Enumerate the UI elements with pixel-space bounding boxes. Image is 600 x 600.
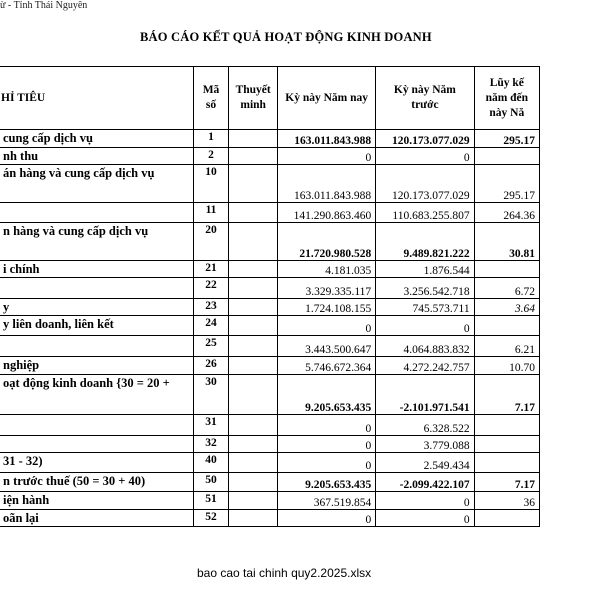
table-row [0, 453, 540, 473]
row-previous-value: 0 [376, 492, 474, 510]
column-header-note: Thuyết minh [229, 67, 278, 130]
row-cumulative-value [474, 510, 539, 527]
row-note [229, 336, 278, 357]
row-cumulative-value [474, 436, 539, 453]
row-code: 21 [193, 261, 228, 278]
report-title: BÁO CÁO KẾT QUẢ HOẠT ĐỘNG KINH DOANH [140, 30, 432, 44]
row-previous-value: 0 [376, 148, 474, 165]
table-row [0, 473, 540, 492]
row-note [229, 510, 278, 527]
column-header-current: Kỳ này Năm nay [278, 67, 376, 130]
row-note [229, 453, 278, 473]
row-current-value: 0 [278, 436, 376, 453]
column-header-previous: Kỳ này Năm trước [376, 67, 474, 130]
table-row [0, 278, 540, 299]
row-label [0, 415, 193, 436]
row-code: 25 [193, 336, 228, 357]
table-row [0, 357, 540, 375]
row-previous-value: 4.272.242.757 [376, 357, 474, 375]
row-note [229, 492, 278, 510]
row-cumulative-value: 36 [474, 492, 539, 510]
row-note [229, 357, 278, 375]
row-note [229, 130, 278, 148]
row-code: 11 [193, 203, 228, 223]
table-row [0, 299, 540, 316]
row-code: 30 [193, 375, 228, 415]
row-previous-value: 745.573.711 [376, 299, 474, 316]
row-label: nghiệp [0, 357, 193, 375]
row-cumulative-value: 6.21 [474, 336, 539, 357]
row-code: 51 [193, 492, 228, 510]
row-code: 40 [193, 453, 228, 473]
row-current-value: 163.011.843.988 [278, 130, 376, 148]
row-note [229, 473, 278, 492]
row-code: 22 [193, 278, 228, 299]
row-current-value: 367.519.854 [278, 492, 376, 510]
row-current-value: 0 [278, 148, 376, 165]
row-previous-value: 9.489.821.222 [376, 223, 474, 261]
table-row [0, 415, 540, 436]
table-row [0, 316, 540, 336]
row-current-value: 3.329.335.117 [278, 278, 376, 299]
row-note [229, 415, 278, 436]
column-header-item: HỈ TIÊU [0, 67, 193, 130]
row-label: oãn lại [0, 510, 193, 527]
row-current-value: 0 [278, 316, 376, 336]
row-label: i chính [0, 261, 193, 278]
row-previous-value: 120.173.077.029 [376, 165, 474, 203]
row-previous-value: 1.876.544 [376, 261, 474, 278]
row-code: 31 [193, 415, 228, 436]
row-cumulative-value [474, 316, 539, 336]
row-cumulative-value [474, 415, 539, 436]
row-current-value: 141.290.863.460 [278, 203, 376, 223]
row-label [0, 203, 193, 223]
row-cumulative-value [474, 261, 539, 278]
row-previous-value: 0 [376, 510, 474, 527]
file-name-caption: bao cao tai chinh quy2.2025.xlsx [197, 566, 372, 580]
table-row [0, 436, 540, 453]
row-code: 32 [193, 436, 228, 453]
column-header-cumulative: Lũy kế năm đến này Nă [474, 67, 539, 130]
table-row [0, 336, 540, 357]
row-note [229, 436, 278, 453]
row-label: n hàng và cung cấp dịch vụ [0, 223, 193, 261]
row-previous-value: 0 [376, 316, 474, 336]
row-code: 1 [193, 130, 228, 148]
row-current-value: 0 [278, 453, 376, 473]
table-row [0, 375, 540, 415]
row-current-value: 0 [278, 415, 376, 436]
row-note [229, 299, 278, 316]
row-label [0, 336, 193, 357]
row-current-value: 0 [278, 510, 376, 527]
row-note [229, 278, 278, 299]
row-label: iện hành [0, 492, 193, 510]
row-cumulative-value: 30.81 [474, 223, 539, 261]
row-cumulative-value: 7.17 [474, 375, 539, 415]
row-previous-value: -2.099.422.107 [376, 473, 474, 492]
row-previous-value: 6.328.522 [376, 415, 474, 436]
table-row [0, 203, 540, 223]
column-header-code: Mã số [193, 67, 228, 130]
row-code: 23 [193, 299, 228, 316]
row-note [229, 316, 278, 336]
row-note [229, 165, 278, 203]
row-cumulative-value: 295.17 [474, 130, 539, 148]
table-row [0, 261, 540, 278]
row-cumulative-value [474, 148, 539, 165]
row-cumulative-value [474, 453, 539, 473]
report-sheet [0, 66, 600, 530]
row-code: 52 [193, 510, 228, 527]
row-current-value: 3.443.500.647 [278, 336, 376, 357]
row-cumulative-value: 295.17 [474, 165, 539, 203]
row-current-value: 21.720.980.528 [278, 223, 376, 261]
row-current-value: 4.181.035 [278, 261, 376, 278]
row-label: y liên doanh, liên kết [0, 316, 193, 336]
row-label: n trước thuế (50 = 30 + 40) [0, 473, 193, 492]
location-line: ừ - Tỉnh Thái Nguyên [0, 0, 88, 11]
income-statement-table [0, 66, 540, 527]
row-label [0, 436, 193, 453]
row-previous-value: 110.683.255.807 [376, 203, 474, 223]
row-note [229, 223, 278, 261]
row-note [229, 203, 278, 223]
row-label: cung cấp dịch vụ [0, 130, 193, 148]
row-label: y [0, 299, 193, 316]
row-cumulative-value: 6.72 [474, 278, 539, 299]
row-code: 20 [193, 223, 228, 261]
header-row [0, 67, 540, 130]
table-row [0, 148, 540, 165]
table-row [0, 510, 540, 527]
row-cumulative-value: 264.36 [474, 203, 539, 223]
row-code: 2 [193, 148, 228, 165]
row-previous-value: 4.064.883.832 [376, 336, 474, 357]
row-code: 26 [193, 357, 228, 375]
row-note [229, 261, 278, 278]
row-cumulative-value: 3.64 [474, 299, 539, 316]
row-current-value: 5.746.672.364 [278, 357, 376, 375]
row-current-value: 1.724.108.155 [278, 299, 376, 316]
row-current-value: 163.011.843.988 [278, 165, 376, 203]
row-current-value: 9.205.653.435 [278, 473, 376, 492]
row-note [229, 148, 278, 165]
row-label: 31 - 32) [0, 453, 193, 473]
row-previous-value: 3.779.088 [376, 436, 474, 453]
row-code: 24 [193, 316, 228, 336]
row-current-value: 9.205.653.435 [278, 375, 376, 415]
table-row [0, 223, 540, 261]
row-previous-value: 3.256.542.718 [376, 278, 474, 299]
row-label: oạt động kinh doanh {30 = 20 + [0, 375, 193, 415]
row-code: 50 [193, 473, 228, 492]
row-cumulative-value: 10.70 [474, 357, 539, 375]
row-note [229, 375, 278, 415]
table-row [0, 492, 540, 510]
row-label: nh thu [0, 148, 193, 165]
row-previous-value: 120.173.077.029 [376, 130, 474, 148]
table-row [0, 130, 540, 148]
row-code: 10 [193, 165, 228, 203]
table-row [0, 165, 540, 203]
row-label: án hàng và cung cấp dịch vụ [0, 165, 193, 203]
row-previous-value: -2.101.971.541 [376, 375, 474, 415]
row-previous-value: 2.549.434 [376, 453, 474, 473]
row-label [0, 278, 193, 299]
row-cumulative-value: 7.17 [474, 473, 539, 492]
